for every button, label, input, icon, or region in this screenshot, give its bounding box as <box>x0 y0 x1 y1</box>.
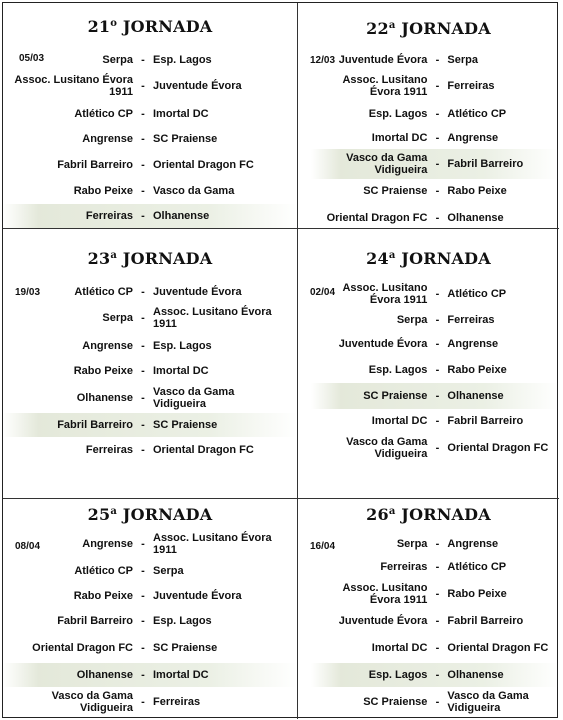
home-team: Rabo Peixe <box>73 364 133 377</box>
separator: - <box>141 696 145 708</box>
home-team: Atlético CP <box>74 286 133 298</box>
home-team: Juventude Évora <box>338 338 428 350</box>
away-team: Oriental Dragon FC <box>447 642 549 654</box>
match-list <box>3 281 297 463</box>
separator: - <box>435 538 440 550</box>
away-team: Rabo Peixe <box>447 185 507 197</box>
round-panel-24 <box>298 229 559 499</box>
away-team: Serpa <box>447 54 478 66</box>
match-row <box>311 49 559 71</box>
away-team: Juventude Évora <box>153 80 242 92</box>
separator: - <box>435 314 440 326</box>
match-list <box>3 529 297 717</box>
away-team: Assoc. Lusitano Évora 1911 <box>153 306 272 330</box>
away-team: Fabril Barreiro <box>447 615 524 627</box>
match-list <box>311 279 559 463</box>
match-row <box>311 633 559 663</box>
round-panel-26 <box>298 499 559 719</box>
away-team: Rabo Peixe <box>447 364 507 376</box>
round-title: 23$^a$ JORNADA <box>87 249 213 268</box>
home-team: Olhanense <box>76 392 133 404</box>
round-title: 22$^a$ JORNADA <box>366 19 491 38</box>
home-team: Olhanense <box>76 669 133 681</box>
home-team: SC Praiense <box>363 390 428 402</box>
home-team: Serpa <box>102 312 133 324</box>
match-row <box>3 204 297 228</box>
match-row <box>3 609 297 633</box>
home-team: Oriental Dragon FC <box>32 642 133 654</box>
away-team: Ferreiras <box>447 314 495 326</box>
match-list <box>311 533 559 717</box>
away-team: Juventude Évora <box>153 590 242 602</box>
separator: - <box>435 107 440 120</box>
home-team: Angrense <box>82 339 133 352</box>
round-title: 21$^o$ JORNADA <box>87 17 213 36</box>
match-row <box>311 609 559 633</box>
away-team: Rabo Peixe <box>447 588 507 600</box>
match-row <box>3 413 297 437</box>
round-panel-21 <box>3 3 298 229</box>
away-team: Vasco da Gama Vidigueira <box>447 690 529 714</box>
match-row <box>3 71 297 101</box>
home-team: Vasco da Gama Vidigueira <box>346 436 428 460</box>
separator: - <box>141 80 145 92</box>
match-row <box>311 579 559 609</box>
separator: - <box>435 212 440 224</box>
round-title: 26$^a$ JORNADA <box>366 505 491 524</box>
home-team: Angrense <box>82 133 133 145</box>
home-team: Serpa <box>396 314 428 326</box>
home-team: Assoc. Lusitano Évora 1911 <box>342 582 428 606</box>
home-team: Esp. Lagos <box>368 364 428 376</box>
separator: - <box>141 669 145 681</box>
separator: - <box>141 286 145 298</box>
home-team: Imortal DC <box>371 131 428 144</box>
separator: - <box>435 696 440 708</box>
away-team: Imortal DC <box>153 107 209 120</box>
away-team: Olhanense <box>447 212 504 224</box>
separator: - <box>435 588 440 600</box>
match-row <box>3 281 297 303</box>
separator: - <box>435 390 440 402</box>
match-row <box>311 663 559 687</box>
separator: - <box>435 561 440 573</box>
separator: - <box>141 133 145 145</box>
match-row <box>3 333 297 358</box>
round-panel-23 <box>3 229 298 499</box>
home-team: Fabril Barreiro <box>57 159 133 171</box>
separator: - <box>141 565 145 577</box>
separator: - <box>141 339 145 352</box>
match-list <box>311 49 559 233</box>
separator: - <box>435 158 440 170</box>
home-team: Serpa <box>396 538 428 550</box>
match-row <box>3 559 297 583</box>
match-row <box>3 101 297 126</box>
home-team: Vasco da Gama Vidigueira <box>346 152 428 176</box>
away-team: Atlético CP <box>447 561 507 573</box>
match-row <box>3 383 297 413</box>
separator: - <box>141 107 145 120</box>
match-row <box>311 101 559 126</box>
home-team: Oriental Dragon FC <box>326 212 428 224</box>
match-row <box>311 383 559 409</box>
home-team: Esp. Lagos <box>368 107 428 120</box>
match-row <box>311 409 559 433</box>
separator: - <box>435 185 440 197</box>
match-row <box>311 149 559 179</box>
separator: - <box>141 210 145 222</box>
match-row <box>311 687 559 717</box>
separator: - <box>141 538 145 550</box>
home-team: SC Praiense <box>363 185 428 197</box>
home-team: Esp. Lagos <box>368 669 428 681</box>
home-team: Ferreiras <box>380 561 428 573</box>
home-team: Atlético CP <box>74 565 133 577</box>
round-panel-25 <box>3 499 298 719</box>
home-team: Ferreiras <box>85 210 133 222</box>
away-team: SC Praiense <box>153 133 218 145</box>
separator: - <box>141 392 145 404</box>
away-team: Oriental Dragon FC <box>447 442 549 454</box>
separator: - <box>141 615 145 627</box>
home-team: Angrense <box>82 538 133 550</box>
home-team: Fabril Barreiro <box>57 419 133 431</box>
separator: - <box>435 669 440 681</box>
match-row <box>311 71 559 101</box>
home-team: Rabo Peixe <box>73 185 133 197</box>
away-team: Angrense <box>447 131 499 144</box>
home-team: Imortal DC <box>371 642 428 654</box>
match-row <box>311 179 559 203</box>
away-team: Esp. Lagos <box>153 339 212 352</box>
round-date: 12/03 <box>310 55 336 66</box>
away-team: Ferreiras <box>447 80 495 92</box>
away-team: Imortal DC <box>153 669 209 681</box>
separator: - <box>141 444 145 456</box>
separator: - <box>435 364 440 376</box>
home-team: Assoc. Lusitano Évora 1911 <box>342 282 428 306</box>
match-row <box>3 152 297 178</box>
match-row <box>311 309 559 331</box>
away-team: Fabril Barreiro <box>447 158 524 170</box>
home-team: Rabo Peixe <box>73 590 133 602</box>
home-team: Atlético CP <box>74 107 133 120</box>
away-team: Angrense <box>447 338 499 350</box>
away-team: Ferreiras <box>153 696 201 708</box>
home-team: Ferreiras <box>85 444 133 456</box>
separator: - <box>141 642 145 654</box>
match-row <box>3 49 297 71</box>
match-row <box>3 633 297 663</box>
away-team: Angrense <box>447 538 499 550</box>
away-team: Olhanense <box>153 210 210 222</box>
separator: - <box>435 131 440 144</box>
match-row <box>311 555 559 579</box>
separator: - <box>435 415 440 427</box>
match-row <box>3 529 297 559</box>
home-team: Vasco da Gama Vidigueira <box>51 690 133 714</box>
home-team: Imortal DC <box>371 415 428 427</box>
away-team: Vasco da Gama Vidigueira <box>153 386 235 410</box>
home-team: Juventude Évora <box>338 615 428 627</box>
match-list <box>3 49 297 228</box>
away-team: Fabril Barreiro <box>447 415 524 427</box>
match-row <box>311 533 559 555</box>
away-team: Olhanense <box>447 669 504 681</box>
separator: - <box>141 159 145 171</box>
separator: - <box>141 590 145 602</box>
home-team: SC Praiense <box>363 696 428 708</box>
match-row <box>3 303 297 333</box>
away-team: Vasco da Gama <box>153 185 235 197</box>
away-team: Juventude Évora <box>153 286 242 298</box>
match-row <box>311 433 559 463</box>
match-row <box>3 437 297 463</box>
round-date: 16/04 <box>310 541 336 552</box>
match-row <box>311 357 559 383</box>
home-team: Fabril Barreiro <box>57 615 133 627</box>
separator: - <box>435 288 440 300</box>
away-team: Olhanense <box>447 390 504 402</box>
away-team: Imortal DC <box>153 364 209 377</box>
match-row <box>3 178 297 204</box>
match-row <box>3 583 297 609</box>
separator: - <box>435 615 440 627</box>
away-team: Esp. Lagos <box>153 615 212 627</box>
home-team: Serpa <box>102 54 133 66</box>
match-row <box>311 331 559 357</box>
match-row <box>3 663 297 687</box>
home-team: Assoc. Lusitano Évora 1911 <box>14 74 133 98</box>
home-team: Juventude Évora <box>338 54 428 66</box>
round-date: 19/03 <box>15 287 41 298</box>
away-team: Atlético CP <box>447 288 507 300</box>
away-team: Oriental Dragon FC <box>153 159 254 171</box>
separator: - <box>435 80 440 92</box>
separator: - <box>435 338 440 350</box>
round-title: 25$^a$ JORNADA <box>87 505 213 524</box>
match-row <box>311 279 559 309</box>
away-team: Assoc. Lusitano Évora 1911 <box>153 532 272 556</box>
separator: - <box>435 54 440 66</box>
separator: - <box>435 442 440 454</box>
round-panel-22 <box>298 3 559 229</box>
round-date: 05/03 <box>19 53 45 64</box>
match-row <box>3 687 297 717</box>
match-row <box>311 126 559 149</box>
separator: - <box>141 54 145 66</box>
fixture-grid <box>2 2 558 718</box>
separator: - <box>435 642 440 654</box>
away-team: Esp. Lagos <box>153 54 212 66</box>
away-team: Oriental Dragon FC <box>153 444 254 456</box>
away-team: Serpa <box>153 565 184 577</box>
separator: - <box>141 312 145 324</box>
home-team: Assoc. Lusitano Évora 1911 <box>342 74 428 98</box>
separator: - <box>141 364 145 377</box>
separator: - <box>141 185 145 197</box>
round-date: 02/04 <box>310 287 336 298</box>
match-row <box>3 126 297 152</box>
away-team: SC Praiense <box>153 419 218 431</box>
away-team: Atlético CP <box>447 107 507 120</box>
separator: - <box>141 419 145 431</box>
match-row <box>3 358 297 383</box>
round-date: 08/04 <box>15 541 41 552</box>
round-title: 24$^a$ JORNADA <box>366 249 491 268</box>
away-team: SC Praiense <box>153 642 218 654</box>
